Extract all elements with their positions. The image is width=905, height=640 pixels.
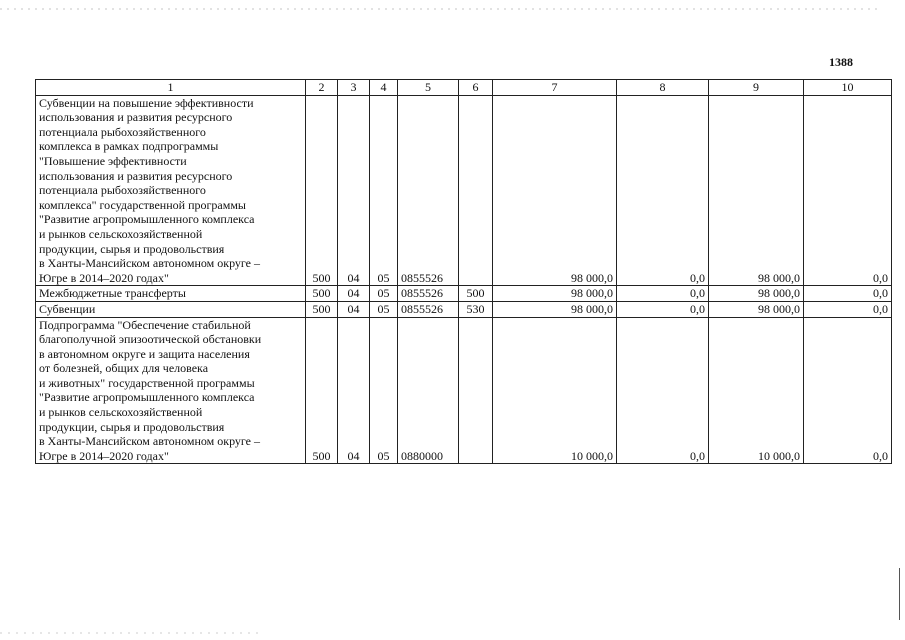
row-name-line: использования и развития ресурсного [39,168,233,183]
row-name-line: и рынков сельскохозяйственной [39,405,203,420]
row-name-line: Югре в 2014–2020 годах" [39,448,169,463]
cell-col-10: 0,0 [804,301,892,317]
header-col-2: 2 [306,80,338,96]
table-row [36,286,892,302]
row-name-cell [36,95,306,286]
cell-col-2: 500 [306,317,338,464]
cell-col-7: 98 000,0 [493,95,617,286]
row-name-line: использования и развития ресурсного [39,110,233,125]
header-col-1: 1 [36,80,306,96]
budget-table [35,79,892,464]
header-col-4: 4 [370,80,398,96]
cell-col-2: 500 [306,286,338,302]
header-col-10: 10 [804,80,892,96]
cell-col-6: 500 [459,286,493,302]
table-row [36,95,892,286]
cell-col-4: 05 [370,286,398,302]
table-header-row [36,80,892,96]
row-name-line: "Повышение эффективности [39,153,187,168]
cell-col-8: 0,0 [617,286,709,302]
header-col-6: 6 [459,80,493,96]
cell-col-9: 98 000,0 [709,301,804,317]
cell-col-9: 98 000,0 [709,286,804,302]
row-name-line: "Развитие агропромышленного комплекса [39,390,255,405]
scan-edge-line [899,568,900,620]
row-name-cell [36,301,306,317]
cell-col-9: 98 000,0 [709,95,804,286]
row-name-cell [36,286,306,302]
cell-col-7: 98 000,0 [493,301,617,317]
table-row [36,317,892,464]
cell-col-3: 04 [338,95,370,286]
row-name-cell [36,317,306,464]
row-name-line: комплекса" государственной программы [39,197,246,212]
row-name-line: Субвенции на повышение эффективности [39,95,254,110]
row-name-line: Подпрограмма "Обеспечение стабильной [39,317,251,332]
row-name-line: комплекса в рамках подпрограммы [39,139,219,154]
row-name-line: потенциала рыбохозяйственного [39,124,206,139]
header-col-3: 3 [338,80,370,96]
row-name-line: и животных" государственной программы [39,375,255,390]
cell-col-8: 0,0 [617,95,709,286]
cell-col-5: 0855526 [398,286,459,302]
cell-col-10: 0,0 [804,95,892,286]
row-name-line: в автономном округе и защита населения [39,346,250,361]
cell-col-3: 04 [338,301,370,317]
row-name-line: Межбюджетные трансферты [39,286,186,301]
cell-col-3: 04 [338,317,370,464]
row-name-line: потенциала рыбохозяйственного [39,183,206,198]
cell-col-2: 500 [306,301,338,317]
cell-col-4: 05 [370,317,398,464]
row-name-line: и рынков сельскохозяйственной [39,226,203,241]
cell-col-8: 0,0 [617,301,709,317]
row-name-line: в Ханты-Мансийском автономном округе – [39,434,260,449]
cell-col-7: 98 000,0 [493,286,617,302]
header-col-5: 5 [398,80,459,96]
cell-col-6: 530 [459,301,493,317]
cell-col-3: 04 [338,286,370,302]
page-number: 1388 [829,55,853,69]
cell-col-5: 0855526 [398,95,459,286]
cell-col-5: 0880000 [398,317,459,464]
cell-col-9: 10 000,0 [709,317,804,464]
scan-artifact-bottom [0,632,260,634]
cell-col-6 [459,95,493,286]
cell-col-10: 0,0 [804,286,892,302]
cell-col-10: 0,0 [804,317,892,464]
cell-col-6 [459,317,493,464]
cell-col-2: 500 [306,95,338,286]
header-col-7: 7 [493,80,617,96]
row-name-line: в Ханты-Мансийском автономном округе – [39,256,260,271]
header-col-9: 9 [709,80,804,96]
cell-col-8: 0,0 [617,317,709,464]
row-name-line: "Развитие агропромышленного комплекса [39,212,255,227]
row-name-line: Югре в 2014–2020 годах" [39,270,169,285]
row-name-line: благополучной эпизоотической обстановки [39,332,262,347]
header-col-8: 8 [617,80,709,96]
cell-col-7: 10 000,0 [493,317,617,464]
row-name-line: продукции, сырья и продовольствия [39,419,225,434]
scan-artifact-top [0,8,880,10]
row-name-line: Субвенции [39,301,96,316]
table-body [36,95,892,464]
cell-col-4: 05 [370,301,398,317]
row-name-line: продукции, сырья и продовольствия [39,241,225,256]
cell-col-4: 05 [370,95,398,286]
cell-col-5: 0855526 [398,301,459,317]
row-name-line: от болезней, общих для человека [39,361,209,376]
table-row [36,301,892,317]
